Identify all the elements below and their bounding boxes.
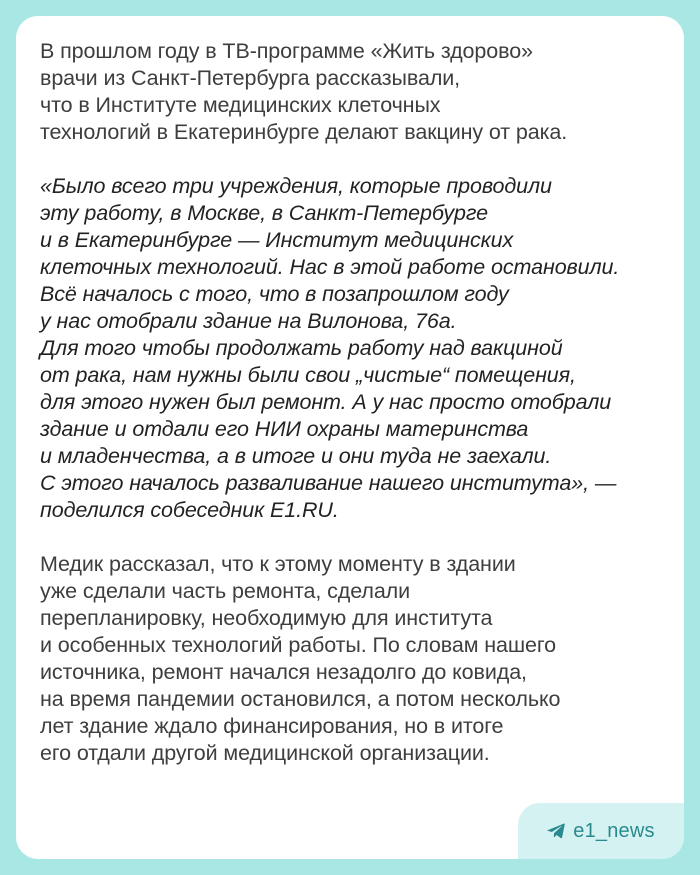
telegram-icon bbox=[547, 823, 565, 839]
channel-name: e1_news bbox=[573, 819, 655, 842]
article-card bbox=[16, 16, 684, 859]
closing-paragraph: Медик рассказал, что к этому моменту в здании уже сделали часть ремонта, сделали перепланировку, необходимую для института и особенных технологий работы. По словам нашего источника, ремонт начался незадолго до ковида, на время пандемии остановился, а потом несколько лет здание ждало финансирования, но в итоге его отдали другой медицинской организации. bbox=[40, 552, 561, 765]
telegram-channel-badge[interactable] bbox=[518, 803, 684, 859]
intro-paragraph: В прошлом году в ТВ-программе «Жить здорово» врачи из Санкт-Петербурга рассказывали, что в Институте медицинских клеточных технологий в Екатеринбурге делают вакцину от рака. bbox=[40, 39, 568, 144]
quote-paragraph: «Было всего три учреждения, которые проводили эту работу, в Москве, в Санкт-Петербурге и в Екатеринбурге — Институт медицинских клеточных технологий. Нас в этой работе остановили. Всё началось с того, что в позапрошлом году у нас отобрали здание на Вилонова, 76а. Для того чтобы продолжать работу над вакциной от рака, нам нужны были свои „чистые“ помещения, для этого нужен был ремонт. А у нас просто отобрали здание и отдали его НИИ охраны материнства и младенчества, а в итоге и они туда не заехали. С этого началось разваливание нашего института», — поделился собеседник E1.RU. bbox=[40, 174, 620, 522]
